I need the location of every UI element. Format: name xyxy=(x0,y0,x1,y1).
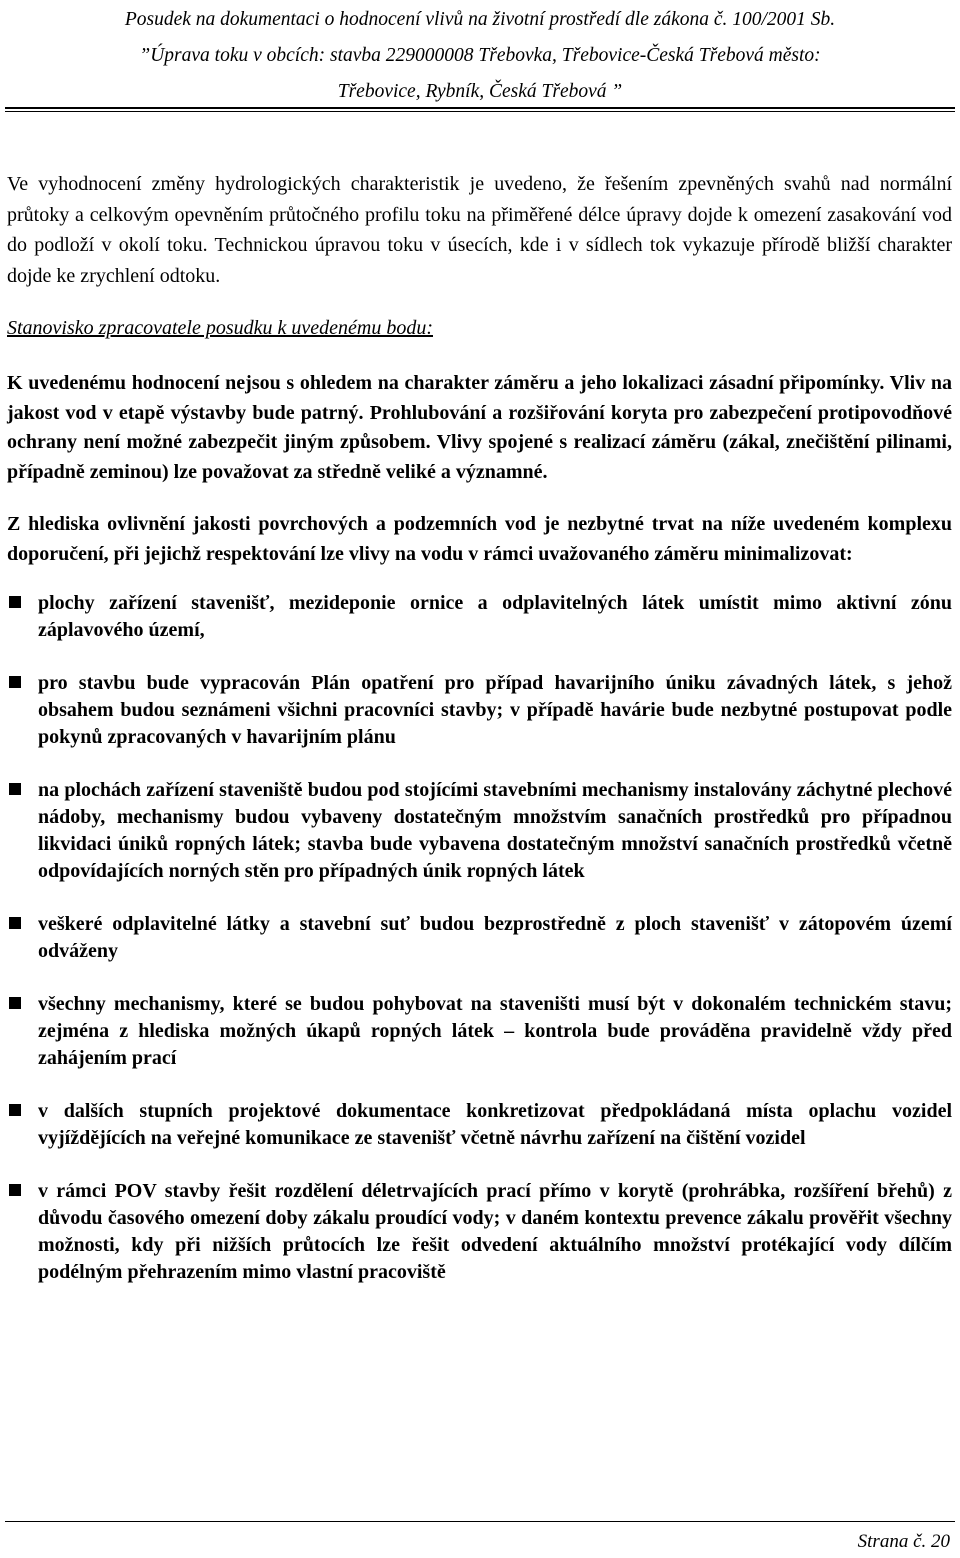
list-item xyxy=(7,911,952,965)
header-line-2: ”Úprava toku v obcích: stavba 229000008 Třebovka, Třebovice-Česká Třebová město: xyxy=(139,45,821,66)
square-bullet-icon xyxy=(9,596,21,608)
header-rule-thick xyxy=(5,107,955,109)
list-item-text: plochy zařízení stavenišť, mezideponie ornice a odplavitelných látek umístit mimo aktivní zónu záplavového území, xyxy=(38,592,952,641)
footer-rule xyxy=(5,1521,955,1522)
square-bullet-icon xyxy=(9,676,21,688)
square-bullet-icon xyxy=(9,783,21,795)
list-item-text: na plochách zařízení staveniště budou pod stojícími stavebními mechanismy instalovány záchytné plechové nádoby, mechanismy budou vybaveny dostatečným množstvím sanačních prostředků pro případnou likvidaci úniků ropných látek; stavba bude vybavena dostatečným množství sanačních prostředků včetně odpovídajících norných stěn pro případných únik ropných látek xyxy=(38,779,952,882)
square-bullet-icon xyxy=(9,997,21,1009)
header-rule-thin xyxy=(5,111,955,112)
recommendations-list xyxy=(7,590,952,1286)
list-item xyxy=(7,1178,952,1286)
list-item xyxy=(7,777,952,885)
header-line-3: Třebovice, Rybník, Česká Třebová ” xyxy=(337,81,623,102)
square-bullet-icon xyxy=(9,1104,21,1116)
list-item-text: veškeré odplavitelné látky a stavební suť budou bezprostředně z ploch stavenišť v zátopovém území odváženy xyxy=(38,913,952,962)
list-item xyxy=(7,670,952,751)
list-item xyxy=(7,590,952,644)
paragraph-assessment: K uvedenému hodnocení nejsou s ohledem na charakter záměru a jeho lokalizaci zásadní připomínky. Vliv na jakost vod v etapě výstavby bude patrný. Prohlubování a rozšiřování koryta pro zabezpečení protipovodňové ochrany není možné zabezpečit jiným způsobem. Vlivy spojené s realizací záměru (zákal, znečištění pilinami, případně zeminou) lze považovat za středně veliké a významné. xyxy=(7,372,952,483)
list-item xyxy=(7,1098,952,1152)
section-heading: Stanovisko zpracovatele posudku k uvedenému bodu: xyxy=(7,317,433,339)
list-item-text: všechny mechanismy, které se budou pohybovat na staveništi musí být v dokonalém technickém stavu; zejména z hlediska možných úkapů ropných látek – kontrola bude prováděna pravidelně vždy před zahájením prací xyxy=(38,993,952,1069)
document-body xyxy=(7,169,952,1312)
square-bullet-icon xyxy=(9,1184,21,1196)
page-number: Strana č. 20 xyxy=(857,1531,950,1552)
list-item-text: v dalších stupních projektové dokumentace konkretizovat předpokládaná místa oplachu vozidel vyjíždějících na veřejné komunikace ze stavenišť včetně návrhu zařízení na čištění vozidel xyxy=(38,1100,952,1149)
list-item-text: v rámci POV stavby řešit rozdělení déletrvajících prací přímo v korytě (prohrábka, rozšíření břehů) z důvodu časového omezení doby zákalu proudící vody; v daném kontextu prevence zákalu prověřit všechny možnosti, kdy při nižších průtocích lze řešit odvedení aktuálního množství protékající vody dílčím podélným přehrazením mimo vlastní pracoviště xyxy=(38,1180,952,1283)
header-line-1: Posudek na dokumentaci o hodnocení vlivů na životní prostředí dle zákona č. 100/2001 Sb. xyxy=(124,9,836,30)
square-bullet-icon xyxy=(9,917,21,929)
paragraph-recommendations-intro: Z hlediska ovlivnění jakosti povrchových a podzemních vod je nezbytné trvat na níže uvedeném komplexu doporučení, při jejichž respektování lze vlivy na vodu v rámci uvažovaného záměru minimalizovat: xyxy=(7,513,952,565)
paragraph-hydrology: Ve vyhodnocení změny hydrologických charakteristik je uvedeno, že řešením zpevněných svahů nad normální průtoky a celkovým opevněním průtočného profilu toku na přiměřené délce úpravy dojde k omezení zasakování vod do podloží v okolí toku. Technickou úpravou toku v úsecích, kde i v sídlech tok vykazuje přírodě bližší charakter dojde ke zrychlení odtoku. xyxy=(7,173,952,287)
page-header xyxy=(0,0,960,110)
list-item-text: pro stavbu bude vypracován Plán opatření pro případ havarijního úniku závadných látek, s jehož obsahem budou seznámeni všichni pracovníci stavby; v případě havárie bude nezbytné postupovat podle pokynů zpracovaných v havarijním plánu xyxy=(38,672,952,748)
list-item xyxy=(7,991,952,1072)
